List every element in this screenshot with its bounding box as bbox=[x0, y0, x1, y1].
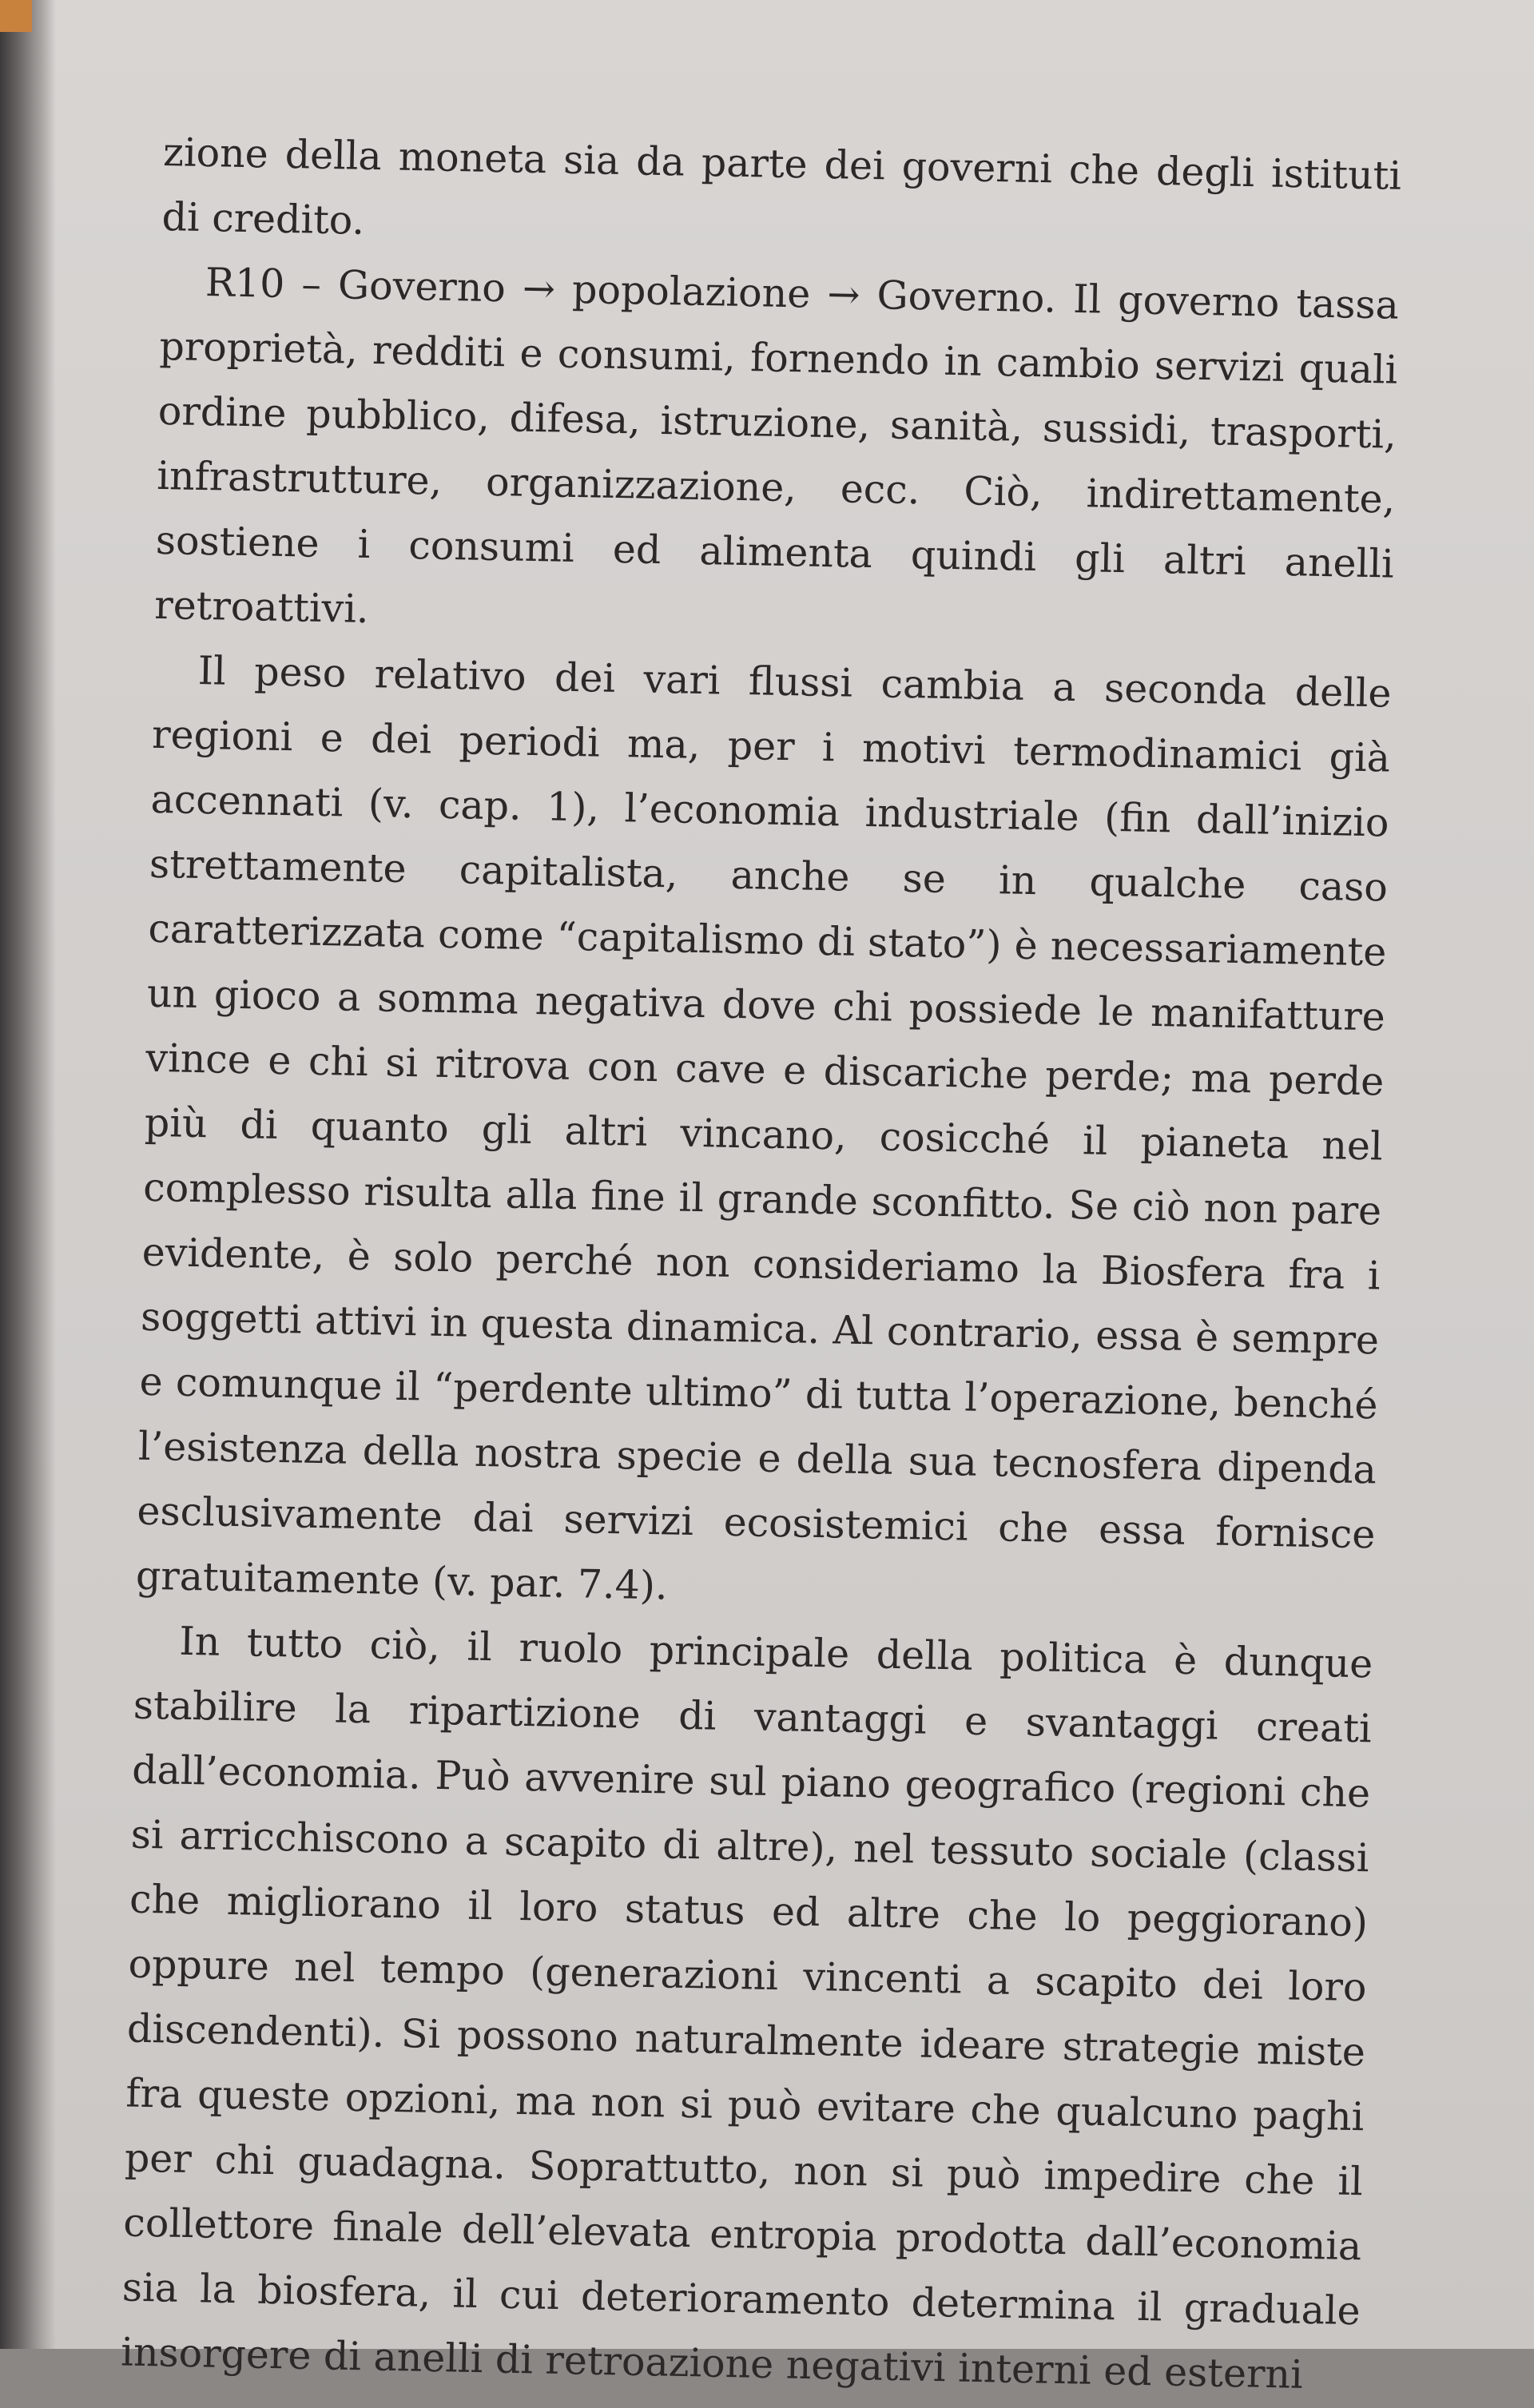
paragraph-continuation: zione della moneta sia da parte dei governi che degli istituti di credito. bbox=[161, 129, 1402, 244]
paragraph-politics: In tutto ciò, il ruolo principale della politica è dunque stabilire la ripartizione di vantaggi e svantaggi creati dall’economia. Può avvenire sul piano geografico (regioni che si arricchiscono a scapito di altre), nel tessuto sociale (classi che migliorano il loro status ed altre che lo peggiorano) oppure nel tempo (generazioni vincenti a scapito dei loro discendenti). Si possono naturalmente ideare strategie miste fra queste opzioni, ma non si può evitare che qualcuno paghi per chi guadagna. Soprattutto, non si può impedire che il collettore finale dell’elevata entropia prodotta dall’economia sia la biosfera, il cui deterioramento determina il graduale insorgere di anelli di retroazione negativi interni ed esterni bbox=[120, 1618, 1373, 2398]
paragraph-flows: Il peso relativo dei vari flussi cambia a seconda delle regioni e dei periodi ma, per i motivi termodinamici già accennati (v. cap. 1), l’economia industriale (fin dall’inizio strettamente capitalista, anche se in qualche caso caratterizzata come “capitalismo di stato”) è necessariamente un gioco a somma negativa dove chi possiede le manifatture vince e chi si ritrova con cave e discariche perde; ma perde più di quanto gli altri vincano, cosicché il pianeta nel complesso risulta alla fine il grande sconfitto. Se ciò non pare evidente, è solo perché non consideriamo la Biosfera fra i soggetti attivi in questa dinamica. Al contrario, essa è sempre e comunque il “perdente ultimo” di tutta l’operazione, benché l’esistenza della nostra specie e della sua tecnosfera dipenda esclusivamente dai servizi ecosistemici che essa fornisce gratuitamente (v. par. 7.4). bbox=[135, 647, 1393, 1609]
book-cover-edge bbox=[0, 0, 32, 32]
spine-shadow bbox=[0, 0, 56, 2349]
paragraph-r10: R10 – Governo → popolazione → Governo. Il governo tassa proprietà, redditi e consumi, fornendo in cambio servizi quali ordine pubblico, difesa, istruzione, sanità, sussidi, trasporti, infrastrutture, organizzazione, ecc. Ciò, indirettamente, sostiene i consumi ed alimenta quindi gli altri anelli retroattivi. bbox=[153, 260, 1400, 633]
body-text bbox=[121, 120, 1402, 2408]
